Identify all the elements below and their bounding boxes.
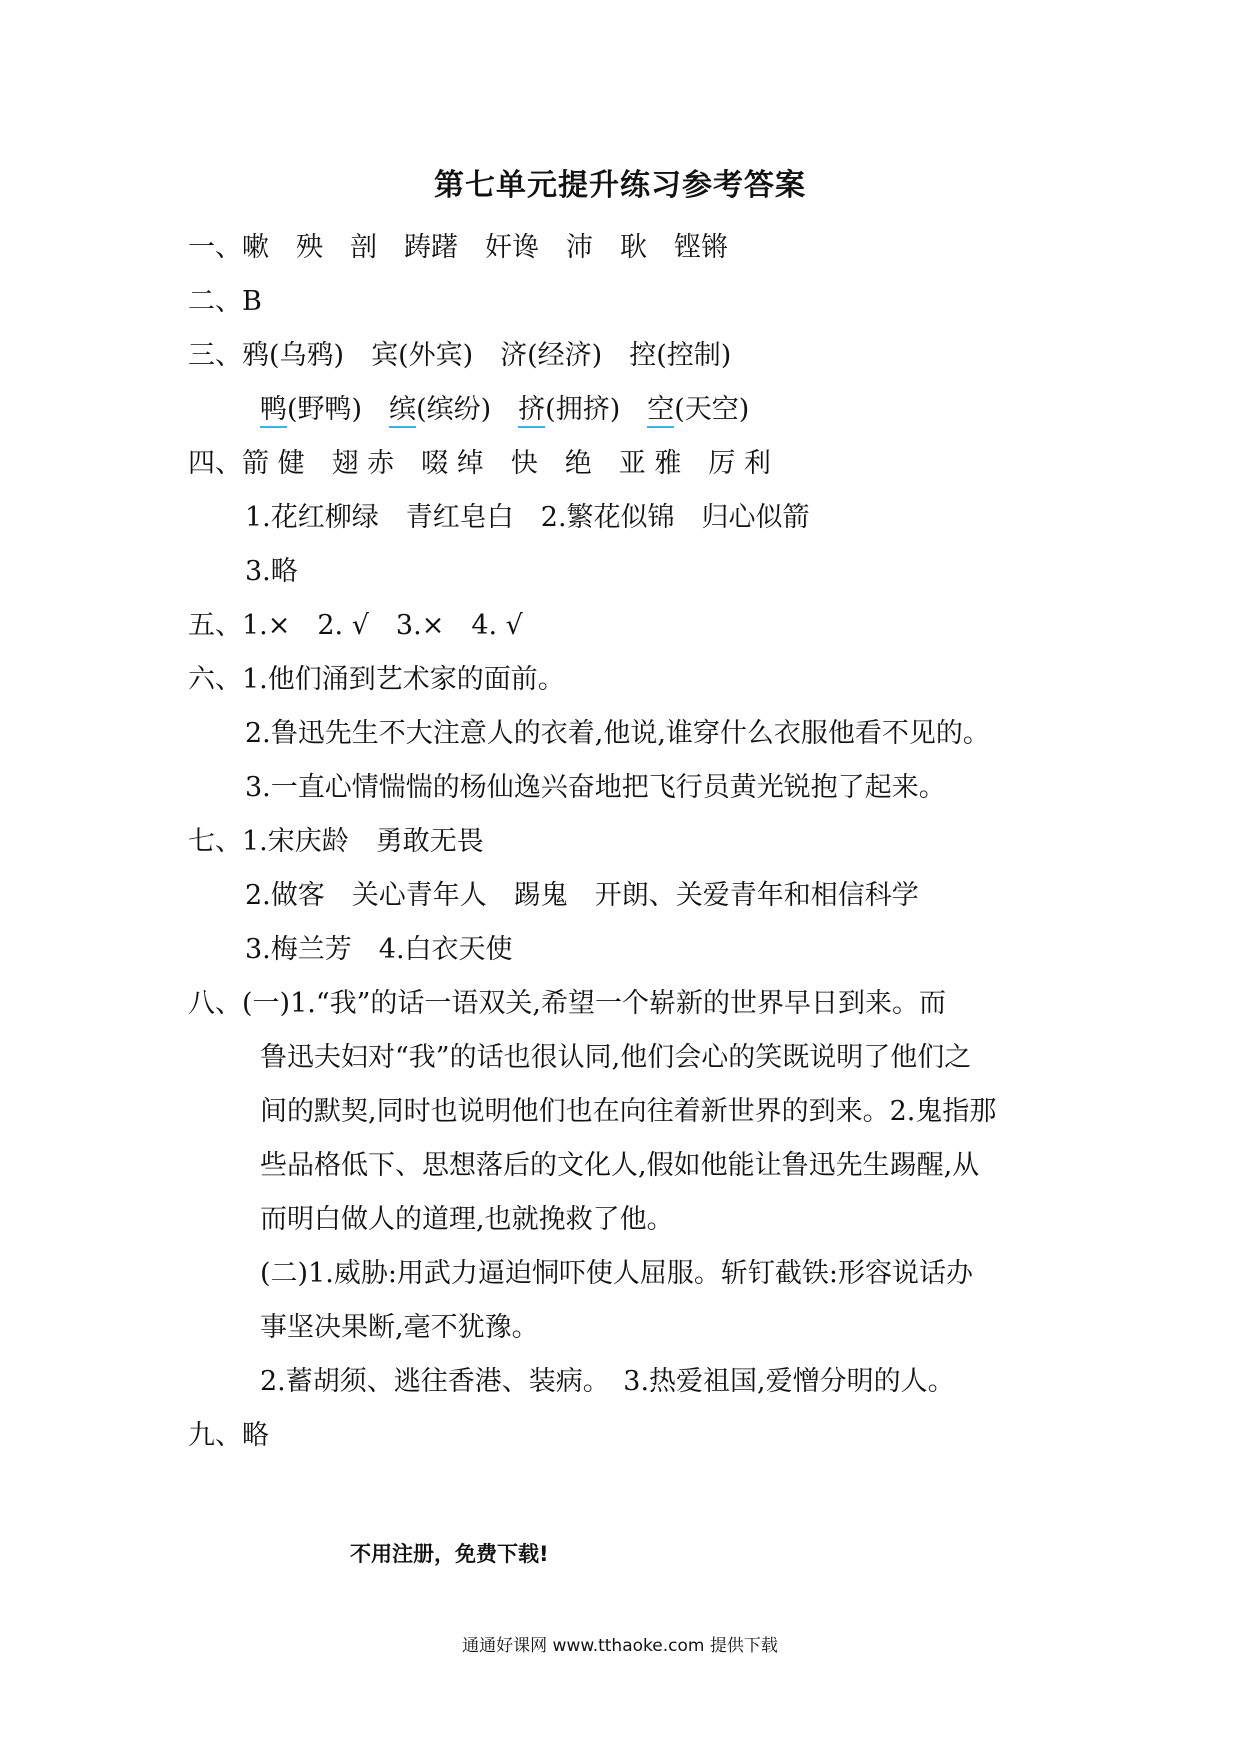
- answer-section-6-line-1: 六、1.他们涌到艺术家的面前。: [188, 664, 565, 695]
- answer-section-2: 二、B: [188, 286, 262, 317]
- answer-section-6-line-3: 3.一直心情惴惴的杨仙逸兴奋地把飞行员黄光锐抱了起来。: [245, 772, 946, 803]
- answer-section-7-line-3: 3.梅兰芳 4.白衣天使: [245, 934, 513, 965]
- word-gloss: (拥挤): [545, 394, 621, 425]
- answer-section-8-line-2: 鲁迅夫妇对“我”的话也很认同,他们会心的笑既说明了他们之: [260, 1042, 972, 1073]
- answer-section-8-line-4: 些品格低下、思想落后的文化人,假如他能让鲁迅先生踢醒,从: [260, 1150, 980, 1181]
- promo-text: 不用注册，免费下载!: [350, 1542, 549, 1566]
- answer-section-4-line-3: 3.略: [245, 556, 298, 587]
- answer-section-6-line-2: 2.鲁迅先生不大注意人的衣着,他说,谁穿什么衣服他看不见的。: [245, 718, 990, 749]
- answer-section-9: 九、略: [188, 1420, 269, 1451]
- underlined-char: 鸭: [260, 394, 287, 428]
- answer-section-3-line-2: [260, 392, 749, 428]
- word-gloss: (野鸭): [287, 394, 363, 425]
- underlined-char: 挤: [518, 394, 545, 428]
- answer-section-8-line-5: 而明白做人的道理,也就挽救了他。: [260, 1204, 674, 1235]
- answer-section-8-line-6: (二)1.威胁:用武力逼迫恫吓使人屈服。斩钉截铁:形容说话办: [260, 1258, 974, 1289]
- answer-section-3-line-1: 三、鸦(乌鸦) 宾(外宾) 济(经济) 控(控制): [188, 340, 732, 371]
- answer-section-8-line-8: 2.蓄胡须、逃往香港、装病。 3.热爱祖国,爱憎分明的人。: [260, 1366, 955, 1397]
- answer-section-5: 五、1.× 2. √ 3.× 4. √: [188, 610, 523, 641]
- answer-section-8-line-1: 八、(一)1.“我”的话一语双关,希望一个崭新的世界早日到来。而: [188, 988, 947, 1019]
- underlined-char: 空: [647, 394, 674, 428]
- answer-section-4-line-2: 1.花红柳绿 青红皂白 2.繁花似锦 归心似箭: [245, 502, 810, 533]
- page-title: 第七单元提升练习参考答案: [434, 168, 806, 203]
- answer-section-8-line-7: 事坚决果断,毫不犹豫。: [260, 1312, 539, 1343]
- answer-section-7-line-1: 七、1.宋庆龄 勇敢无畏: [188, 826, 484, 857]
- answer-section-7-line-2: 2.做客 关心青年人 踢鬼 开朗、关爱青年和相信科学: [245, 880, 919, 911]
- footer-text: 通通好课网 www.tthaoke.com 提供下载: [462, 1636, 778, 1656]
- word-gloss: (缤纷): [416, 394, 492, 425]
- answer-section-8-line-3: 间的默契,同时也说明他们也在向往着新世界的到来。2.鬼指那: [260, 1096, 997, 1127]
- answer-section-1: 一、嗽 殃 剖 踌躇 奸谗 沛 耿 铿锵: [188, 232, 728, 263]
- underlined-char: 缤: [389, 394, 416, 428]
- answer-section-4-line-1: 四、箭 健 翅 赤 啜 绰 快 绝 亚 雅 厉 利: [188, 448, 771, 479]
- word-gloss: (天空): [674, 394, 750, 425]
